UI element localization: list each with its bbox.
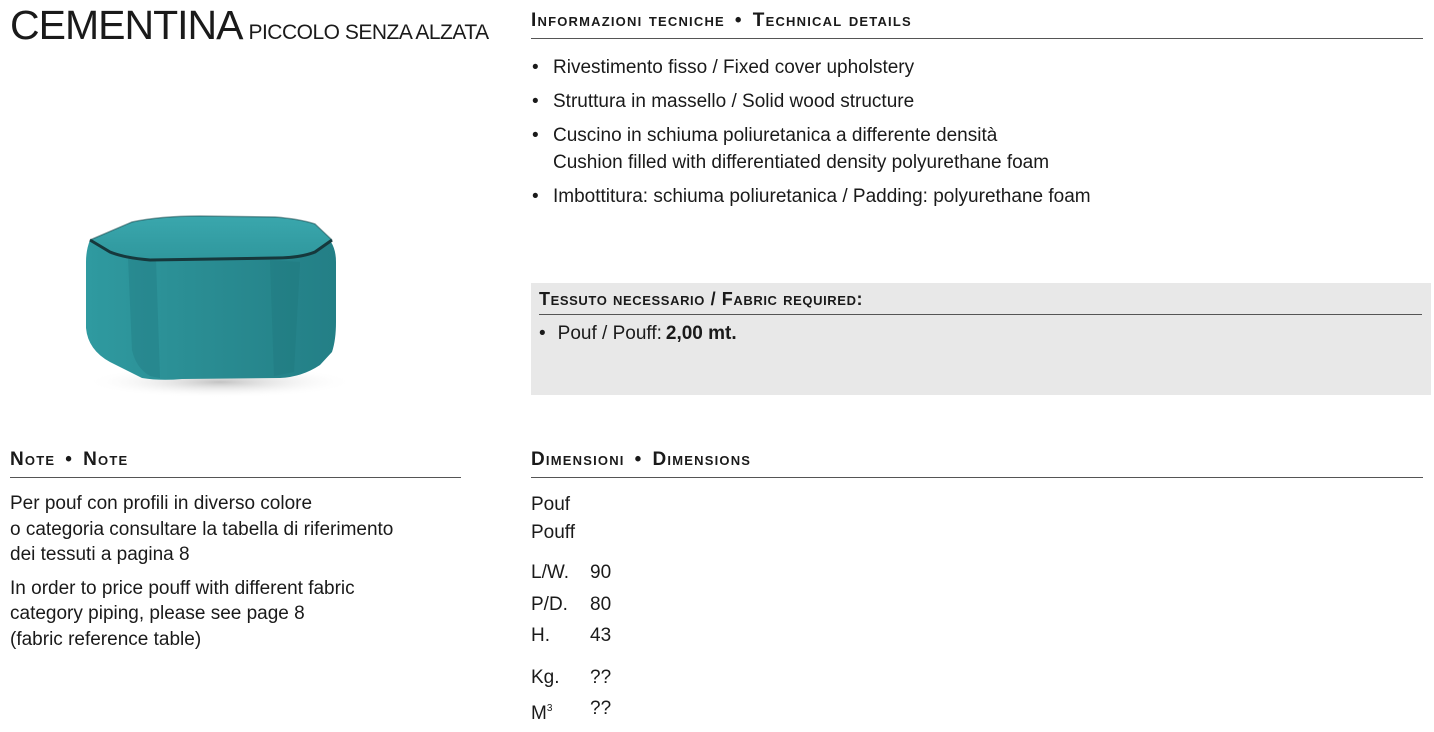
list-item-text: Cuscino in schiuma poliuretanica a differente densità (553, 125, 998, 146)
fabric-required-line (539, 323, 737, 345)
dimension-key: H. (531, 625, 550, 646)
technical-details-header (531, 10, 1423, 39)
dimension-row (531, 589, 611, 621)
dimensions-header-en: Dimensions (652, 449, 752, 470)
note-paragraph-it (10, 491, 470, 568)
dimension-key: P/D. (531, 593, 568, 615)
note-text (10, 491, 470, 660)
volume-row (531, 693, 611, 730)
dimensions-header-it: Dimensioni (531, 449, 625, 470)
note-header-en: Note (83, 449, 129, 470)
list-item-text: Rivestimento fisso / Fixed cover upholstery (553, 57, 915, 78)
dimensions-header (531, 449, 1423, 478)
dimension-value: 43 (590, 625, 612, 646)
weight-row (531, 662, 611, 694)
list-item (531, 54, 1423, 81)
note-line: dei tessuti a pagina 8 (10, 544, 190, 565)
dimensions-block (531, 491, 611, 730)
separator-dot: • (634, 449, 643, 470)
technical-header-it: Informazioni tecniche (531, 10, 725, 31)
list-item-text: Imbottitura: schiuma poliuretanica / Padding: polyurethane foam (553, 186, 1091, 207)
hexagonal-pouf-image (70, 200, 360, 410)
technical-details-list (531, 54, 1423, 217)
pouf-top (90, 216, 332, 260)
list-item (531, 183, 1423, 210)
fabric-required-box (531, 283, 1431, 395)
list-item (531, 122, 1423, 176)
list-item-text-en: Cushion filled with differentiated density polyurethane foam (553, 152, 1050, 173)
pouf-side (86, 240, 336, 380)
note-header-it: Note (10, 449, 56, 470)
volume-superscript: 3 (546, 703, 553, 714)
product-name: CEMENTINA (10, 2, 243, 48)
dimension-key: L/W. (531, 562, 570, 583)
note-line: In order to price pouff with different fabric (10, 577, 355, 599)
weight-key: Kg. (531, 666, 560, 688)
dimension-name-it: Pouf (531, 494, 571, 515)
list-item-text: Struttura in massello / Solid wood structure (553, 91, 915, 112)
dimension-value: 80 (590, 593, 612, 615)
separator-dot: • (734, 10, 743, 31)
technical-header-en: Technical details (752, 10, 912, 31)
volume-value: ?? (590, 698, 612, 719)
note-line: (fabric reference table) (10, 628, 202, 650)
dimension-row (531, 557, 611, 589)
fabric-value: 2,00 mt. (665, 323, 737, 344)
note-paragraph-en (10, 576, 470, 653)
note-line: o categoria consultare la tabella di riferimento (10, 518, 394, 540)
product-variant: PICCOLO SENZA ALZATA (248, 21, 489, 44)
dimension-value: 90 (590, 562, 612, 583)
dimension-name-en: Pouff (531, 522, 576, 543)
fabric-required-header: Tessuto necessario / Fabric required: (539, 289, 1422, 315)
bullet: • (539, 323, 546, 344)
weight-value: ?? (590, 666, 612, 688)
note-line: Per pouf con profili in diverso colore (10, 493, 313, 514)
dimension-row (531, 620, 611, 652)
volume-key-text: M (531, 703, 547, 724)
volume-key (531, 693, 590, 730)
page-title (10, 2, 489, 49)
note-line: category piping, please see page 8 (10, 603, 305, 624)
fabric-label: Pouf / Pouff: (557, 323, 662, 344)
note-header (10, 449, 461, 478)
separator-dot: • (65, 449, 74, 470)
list-item (531, 88, 1423, 115)
